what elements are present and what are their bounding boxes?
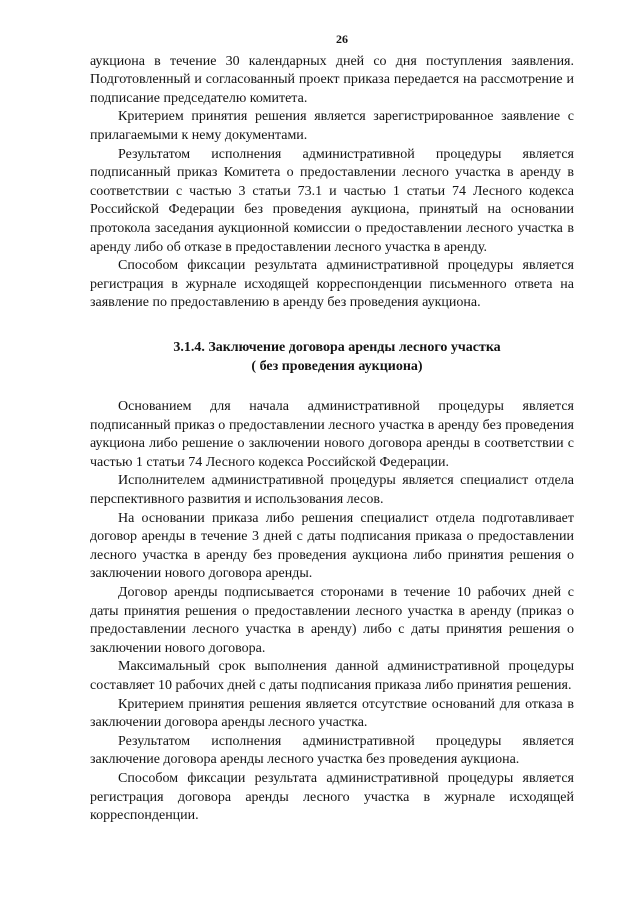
paragraph-contract-signing: Договор аренды подписывается сторонами в течение 10 рабочих дней с даты принятия решения о предоставлении лесного участка в аренду (приказ о предоставлении лесного участка в аренду) либо с даты принятия решения о заключении нового договора. bbox=[90, 585, 574, 656]
paragraph-result-recording: Способом фиксации результата административной процедуры является регистрация в журнале исходящей корреспонденции письменного ответа на заявление по предоставлению в аренду без проведения аукциона. bbox=[90, 258, 574, 311]
paragraph-procedure-result: Результатом исполнения административной процедуры является подписанный приказ Комитета о предоставлении лесного участка в аренду в соответствии с частью 3 статьи 73.1 и частью 1 статьи 74 Лесного кодекса Российской Федерации без проведения аукциона, принятый на основании протокола заседания аукционной комиссии о предоставлении лесного участка в аренду либо об отказе в предоставлении лесного участка в аренду. bbox=[90, 146, 574, 255]
section-heading-line2: ( без проведения аукциона) bbox=[251, 358, 423, 374]
paragraph-decision-criterion-2: Критерием принятия решения является отсутствие оснований для отказа в заключении договора аренды лесного участка. bbox=[90, 696, 574, 731]
paragraph-procedure-result-2: Результатом исполнения административной процедуры является заключение договора аренды лесного участка без проведения аукциона. bbox=[90, 733, 574, 768]
paragraph-decision-criterion: Критерием принятия решения является зарегистрированное заявление с прилагаемыми к нему документами. bbox=[90, 109, 574, 143]
section-body bbox=[90, 398, 574, 826]
paragraph-procedure-executor: Исполнителем административной процедуры является специалист отдела перспективного развития и использования лесов. bbox=[90, 473, 574, 508]
paragraph-result-recording-2: Способом фиксации результата административной процедуры является регистрация договора аренды лесного участка в журнале исходящей корреспонденции. bbox=[90, 770, 574, 824]
section-heading-line1: 3.1.4. Заключение договора аренды лесного участка bbox=[173, 339, 501, 355]
top-text-block bbox=[90, 53, 574, 313]
paragraph-continuation: аукциона в течение 30 календарных дней со дня поступления заявления. Подготовленный и согласованный проект приказа передается на рассмотрение и подписание председателю комитета. bbox=[90, 53, 574, 106]
page-number: 26 bbox=[336, 32, 348, 46]
section-heading bbox=[100, 339, 574, 376]
paragraph-max-duration: Максимальный срок выполнения данной административной процедуры составляет 10 рабочих дней с даты подписания приказа либо принятия решения. bbox=[90, 659, 574, 693]
paragraph-procedure-basis: Основанием для начала административной процедуры является подписанный приказ о предоставлении лесного участка в аренду без проведения аукциона либо решение о заключении нового договора аренды в соответствии с частью 1 статьи 74 Лесного кодекса Российской Федерации. bbox=[90, 399, 574, 470]
paragraph-contract-preparation: На основании приказа либо решения специалист отдела подготавливает договор аренды в течение 3 дней с даты подписания приказа о предоставлении лесного участка в аренду без проведения аукциона либо принятия решения о заключении нового договора аренды. bbox=[90, 510, 574, 582]
